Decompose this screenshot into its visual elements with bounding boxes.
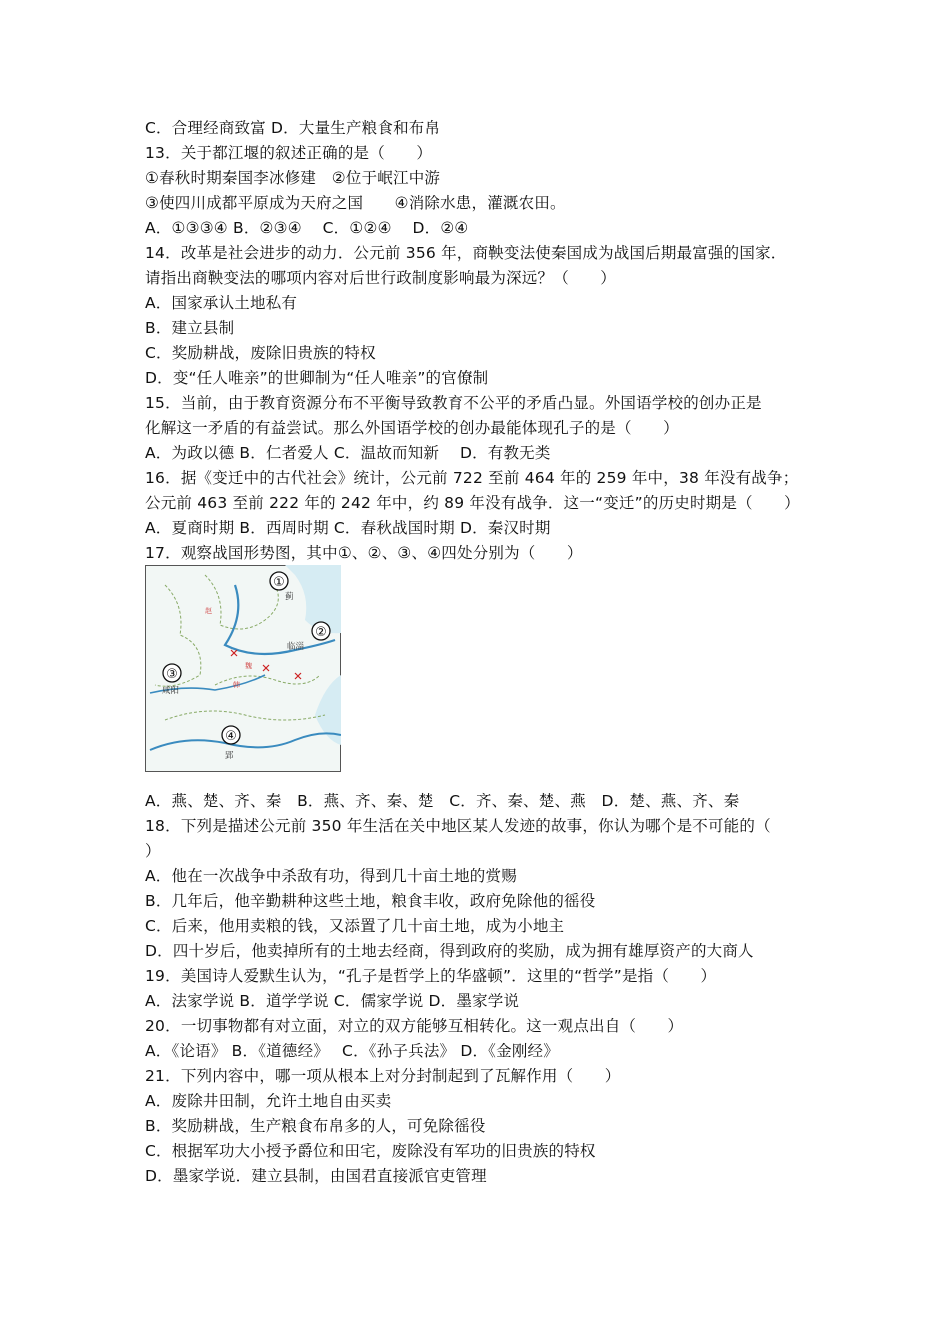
text-line: C．合理经商致富 D．大量生产粮食和布帛 xyxy=(145,119,441,137)
option-d: D．四十岁后，他卖掉所有的土地去经商，得到政府的奖励，成为拥有雄厚资产的大商人 xyxy=(145,942,754,960)
option-b: B．建立县制 xyxy=(145,319,235,337)
question-13: 13．关于都江堰的叙述正确的是（ ） xyxy=(145,144,433,162)
options-19: A．法家学说 B．道学学说 C．儒家学说 D．墨家学说 xyxy=(145,992,520,1010)
options-20: A．《论语》 B．《道德经》 C．《孙子兵法》 D．《金刚经》 xyxy=(145,1042,559,1060)
warring-states-map xyxy=(145,565,341,772)
marker-3: ③ xyxy=(166,667,178,682)
question-18: 18．下列是描述公元前 350 年生活在关中地区某人发迹的故事，你认为哪个是不可能的（ xyxy=(145,817,771,835)
options-16: A．夏商时期 B．西周时期 C．春秋战国时期 D．秦汉时期 xyxy=(145,519,551,537)
text-line: ③使四川成都平原成为天府之国 ④消除水患，灌溉农田。 xyxy=(145,194,566,212)
place-xianyang: 咸阳 xyxy=(162,686,180,696)
option-a: A．废除井田制，允许土地自由买卖 xyxy=(145,1092,392,1110)
state-zhao: 赵 xyxy=(205,607,212,615)
text-line: 公元前 463 至前 222 年的 242 年中，约 89 年没有战争．这一“变迁”的历史时期是（ ） xyxy=(145,494,800,512)
text-line: ） xyxy=(145,842,161,860)
options-15: A．为政以德 B．仁者爱人 C．温故而知新 D．有教无类 xyxy=(145,444,551,462)
option-c: C．奖励耕战，废除旧贵族的特权 xyxy=(145,344,376,362)
question-16: 16．据《变迁中的古代社会》统计，公元前 722 至前 464 年的 259 年中，38 年没有战争； xyxy=(145,469,799,487)
marker-1: ① xyxy=(273,575,285,590)
option-c: C．根据军功大小授予爵位和田宅，废除没有军功的旧贵族的特权 xyxy=(145,1142,596,1160)
option-a: A．他在一次战争中杀敌有功，得到几十亩土地的赏赐 xyxy=(145,867,517,885)
question-21: 21．下列内容中，哪一项从根本上对分封制起到了瓦解作用（ ） xyxy=(145,1067,621,1085)
question-20: 20．一切事物都有对立面，对立的双方能够互相转化。这一观点出自（ ） xyxy=(145,1017,684,1035)
place-linzi: 临淄 xyxy=(287,642,305,652)
option-b: B．几年后，他辛勤耕种这些土地，粮食丰收，政府免除他的徭役 xyxy=(145,892,596,910)
marker-4: ④ xyxy=(225,729,237,744)
question-15: 15．当前，由于教育资源分布不平衡导致教育不公平的矛盾凸显。外国语学校的创办正是 xyxy=(145,394,762,412)
place-ying: 郢 xyxy=(225,751,234,761)
state-wei: 魏 xyxy=(245,662,252,670)
option-c: C．后来，他用卖粮的钱，又添置了几十亩土地，成为小地主 xyxy=(145,917,565,935)
option-d: D．变“任人唯亲”的世卿制为“任人唯亲”的官僚制 xyxy=(145,369,489,387)
option-a: A．国家承认土地私有 xyxy=(145,294,298,312)
text-line: 请指出商鞅变法的哪项内容对后世行政制度影响最为深远？（ ） xyxy=(145,269,617,287)
question-17: 17．观察战国形势图，其中①、②、③、④四处分别为（ ） xyxy=(145,544,583,562)
options-13: A．①③③④ B．②③④ C．①②④ D．②④ xyxy=(145,219,469,237)
marker-2: ② xyxy=(315,625,327,640)
options-17: A．燕、楚、齐、秦 B．燕、齐、秦、楚 C．齐、秦、楚、燕 D．楚、燕、齐、秦 xyxy=(145,792,740,810)
text-line: ①春秋时期秦国李冰修建 ②位于岷江中游 xyxy=(145,169,441,187)
question-14: 14．改革是社会进步的动力．公元前 356 年，商鞅变法使秦国成为战国后期最富强的国家． xyxy=(145,244,787,262)
place-ji: 蓟 xyxy=(285,592,294,602)
option-d: D．墨家学说．建立县制，由国君直接派官吏管理 xyxy=(145,1167,487,1185)
option-b: B．奖励耕战，生产粮食布帛多的人，可免除徭役 xyxy=(145,1117,486,1135)
text-line: 化解这一矛盾的有益尝试。那么外国语学校的创办最能体现孔子的是（ ） xyxy=(145,419,679,437)
state-han: 韩 xyxy=(233,681,240,689)
question-19: 19．美国诗人爱默生认为，“孔子是哲学上的华盛顿”．这里的“哲学”是指（ ） xyxy=(145,967,717,985)
